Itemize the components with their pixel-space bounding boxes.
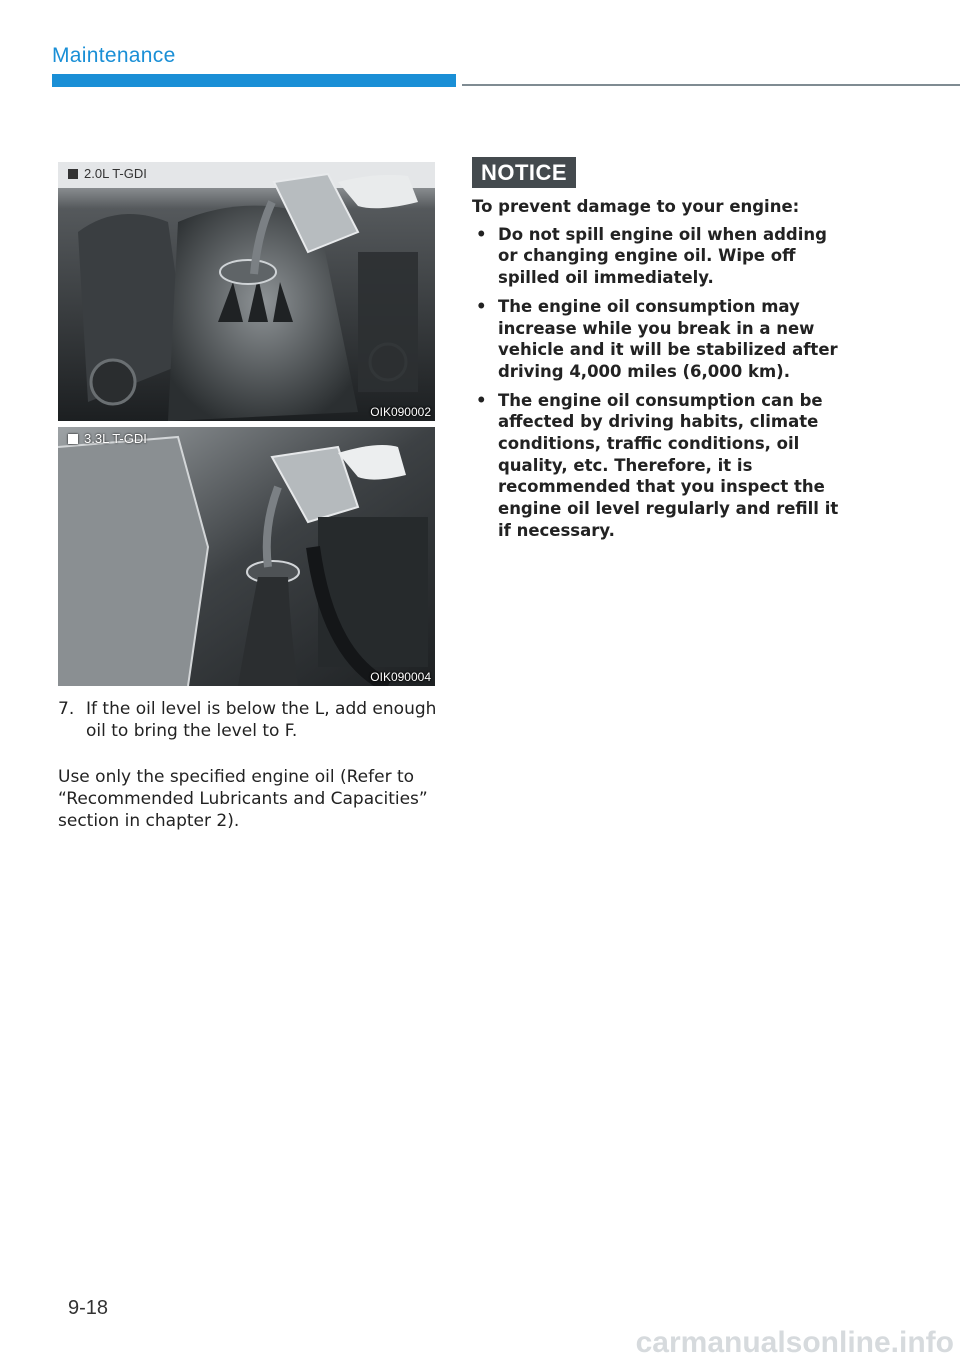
figure-label-text: 3.3L T-GDI (84, 431, 147, 446)
figure-code: OIK090004 (370, 670, 431, 684)
notice-badge: NOTICE (472, 157, 576, 188)
section-title: Maintenance (52, 44, 176, 67)
engine-illustration-2-0l (58, 162, 435, 421)
figure-label-2-0l (68, 166, 147, 181)
page-number: 9-18 (68, 1297, 109, 1319)
square-bullet-icon (68, 169, 78, 179)
header-rule-blue (52, 74, 456, 87)
bullet-icon: • (476, 224, 487, 244)
engine-figure-2-0l (58, 162, 435, 421)
header-rule-gray (462, 84, 960, 86)
list-item (472, 296, 844, 383)
figure-label-3-3l (68, 431, 147, 446)
notice-list (472, 224, 844, 542)
step-7 (58, 698, 438, 742)
step-number: 7. (58, 699, 75, 719)
engine-illustration-3-3l (58, 427, 435, 686)
figure-code: OIK090002 (370, 405, 431, 419)
watermark: carmanualsonline.info (635, 1326, 954, 1359)
notice-intro: To prevent damage to your engine: (472, 197, 800, 216)
list-item (472, 390, 844, 542)
engine-figure-3-3l (58, 427, 435, 686)
bullet-icon: • (476, 296, 487, 316)
oil-spec-paragraph: Use only the specified engine oil (Refer to “Recommended Lubricants and Capacities” section in chapter 2). (58, 767, 428, 831)
notice-item-text: Do not spill engine oil when adding or changing engine oil. Wipe off spilled oil immediately. (498, 224, 827, 288)
notice-item-text: The engine oil consumption may increase while you break in a new vehicle and it will be stabilized after driving 4,000 miles (6,000 km). (498, 296, 838, 381)
figure-label-text: 2.0L T-GDI (84, 166, 147, 181)
square-bullet-icon (68, 434, 78, 444)
step-text: If the oil level is below the L, add enough oil to bring the level to F. (86, 699, 437, 741)
notice-box (472, 196, 844, 549)
bullet-icon: • (476, 390, 487, 410)
list-item (472, 224, 844, 289)
notice-item-text: The engine oil consumption can be affected by driving habits, climate conditions, traffic conditions, oil quality, etc. Therefore, it is recommended that you inspect the engine oil level regularly and refill it if necessary. (498, 390, 839, 540)
